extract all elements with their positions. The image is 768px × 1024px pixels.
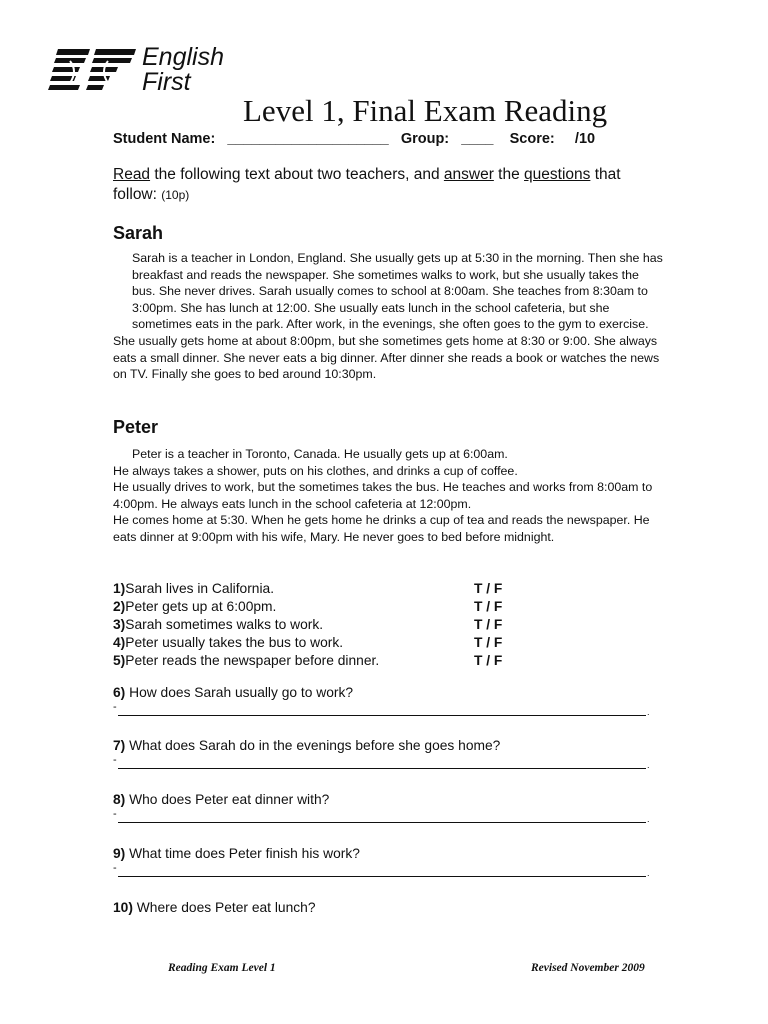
tf-question — [113, 580, 533, 598]
score-label: Score: — [509, 131, 555, 147]
peter-passage — [113, 446, 663, 546]
answer-dot: . — [647, 814, 650, 824]
ef-logo — [46, 45, 246, 100]
score-value: /10 — [574, 131, 596, 147]
tf-text: Peter reads the newspaper before dinner. — [125, 653, 380, 668]
tf-question — [113, 652, 533, 670]
answer-line[interactable] — [113, 810, 653, 828]
answer-dash: - — [113, 701, 117, 713]
instr-text-1: the following text about two teachers, and — [150, 166, 444, 183]
question-number: 6) — [113, 685, 126, 700]
peter-paragraph-2: He always takes a shower, puts on his clothes, and drinks a cup of coffee. — [113, 463, 518, 478]
tf-question — [113, 634, 533, 652]
group-field[interactable]: ____ — [461, 131, 494, 147]
instructions — [113, 165, 658, 205]
answer-line[interactable] — [113, 756, 653, 774]
sarah-paragraph-2: She usually gets home at about 8:00pm, but she sometimes gets home at 8:30 or 9:00. She always eats a small dinner. She never eats a big dinner. After dinner she reads a book or watches the news on TV. Finally she goes to bed around 10:30pm. — [113, 333, 660, 382]
sarah-heading: Sarah — [113, 223, 164, 243]
tf-answer-choice[interactable]: T / F — [474, 581, 503, 596]
open-question — [113, 685, 653, 721]
student-info-line — [113, 131, 595, 147]
open-question — [113, 900, 653, 915]
tf-number: 2) — [113, 599, 126, 614]
student-name-label: Student Name: — [113, 131, 216, 147]
answer-dot: . — [647, 707, 650, 717]
tf-number: 4) — [113, 635, 126, 650]
answer-dot: . — [647, 868, 650, 878]
tf-question — [113, 616, 533, 634]
logo-text — [142, 45, 224, 95]
question-text: Who does Peter eat dinner with? — [125, 792, 330, 807]
true-false-section — [113, 580, 533, 670]
footer-left: Reading Exam Level 1 — [168, 962, 276, 974]
tf-text: Sarah lives in California. — [125, 581, 275, 596]
instr-text-3: that follow: — [113, 166, 621, 203]
instr-questions: questions — [524, 166, 591, 183]
page-title: Level 1, Final Exam Reading — [243, 93, 608, 128]
peter-paragraph-4: He comes home at 5:30. When he gets home he drinks a cup of tea and reads the newspaper. He eats dinner at 9:00pm with his wife, Mary. He never goes to bed before midnight. — [113, 513, 650, 544]
question-text: What time does Peter finish his work? — [125, 846, 360, 861]
instr-read: Read — [113, 166, 151, 183]
group-label: Group: — [400, 131, 450, 147]
answer-rule — [118, 822, 646, 823]
logo-line-first: First — [142, 68, 191, 96]
instr-points: (10p) — [161, 188, 190, 202]
peter-paragraph-1: Peter is a teacher in Toronto, Canada. He usually gets up at 6:00am. — [132, 447, 508, 461]
question-number: 8) — [113, 792, 126, 807]
peter-heading: Peter — [113, 417, 159, 437]
tf-text: Peter gets up at 6:00pm. — [125, 599, 277, 614]
ef-logo-mark-icon — [46, 45, 138, 97]
question-text: How does Sarah usually go to work? — [125, 685, 354, 700]
answer-dot: . — [647, 760, 650, 770]
question-number: 9) — [113, 846, 126, 861]
answer-line[interactable] — [113, 703, 653, 721]
tf-text: Peter usually takes the bus to work. — [125, 635, 344, 650]
question-text: What does Sarah do in the evenings before she goes home? — [125, 738, 501, 753]
tf-answer-choice[interactable]: T / F — [474, 599, 503, 614]
student-name-field[interactable]: ____________________ — [227, 131, 389, 147]
answer-rule — [118, 715, 646, 716]
answer-dash: - — [113, 754, 117, 766]
sarah-passage — [113, 250, 663, 383]
answer-line[interactable] — [113, 864, 653, 882]
question-text: Where does Peter eat lunch? — [132, 900, 316, 915]
instr-text-2: the — [493, 166, 525, 183]
tf-number: 3) — [113, 617, 126, 632]
sarah-paragraph-1: Sarah is a teacher in London, England. She usually gets up at 5:30 in the morning. Then she has breakfast and reads the newspaper. She sometimes walks to work, but she usually takes the bus. She never drives. Sarah usually comes to school at 8:00am. She teaches from 8:30am to 3:00pm. She has lunch at 12:00. She usually eats lunch in the school cafeteria, but she sometimes eats in the park. After work, in the evenings, she often goes to the gym to exercise. — [132, 251, 663, 332]
tf-text: Sarah sometimes walks to work. — [125, 617, 324, 632]
open-question — [113, 792, 653, 828]
peter-paragraph-3: He usually drives to work, but the sometimes takes the bus. He teaches and works from 8:00am to 4:00pm. He always eats lunch in the school cafeteria at 12:00pm. — [113, 480, 653, 511]
footer-right: Revised November 2009 — [531, 962, 645, 974]
question-number: 10) — [113, 900, 133, 915]
answer-dash: - — [113, 808, 117, 820]
tf-answer-choice[interactable]: T / F — [474, 635, 503, 650]
tf-question — [113, 598, 533, 616]
tf-answer-choice[interactable]: T / F — [474, 617, 503, 632]
instr-answer: answer — [443, 166, 494, 183]
tf-number: 1) — [113, 581, 126, 596]
tf-number: 5) — [113, 653, 126, 668]
question-number: 7) — [113, 738, 126, 753]
open-question — [113, 738, 653, 774]
answer-dash: - — [113, 862, 117, 874]
logo-line-english: English — [142, 43, 224, 71]
tf-answer-choice[interactable]: T / F — [474, 653, 503, 668]
answer-rule — [118, 768, 646, 769]
answer-rule — [118, 876, 646, 877]
open-question — [113, 846, 653, 882]
